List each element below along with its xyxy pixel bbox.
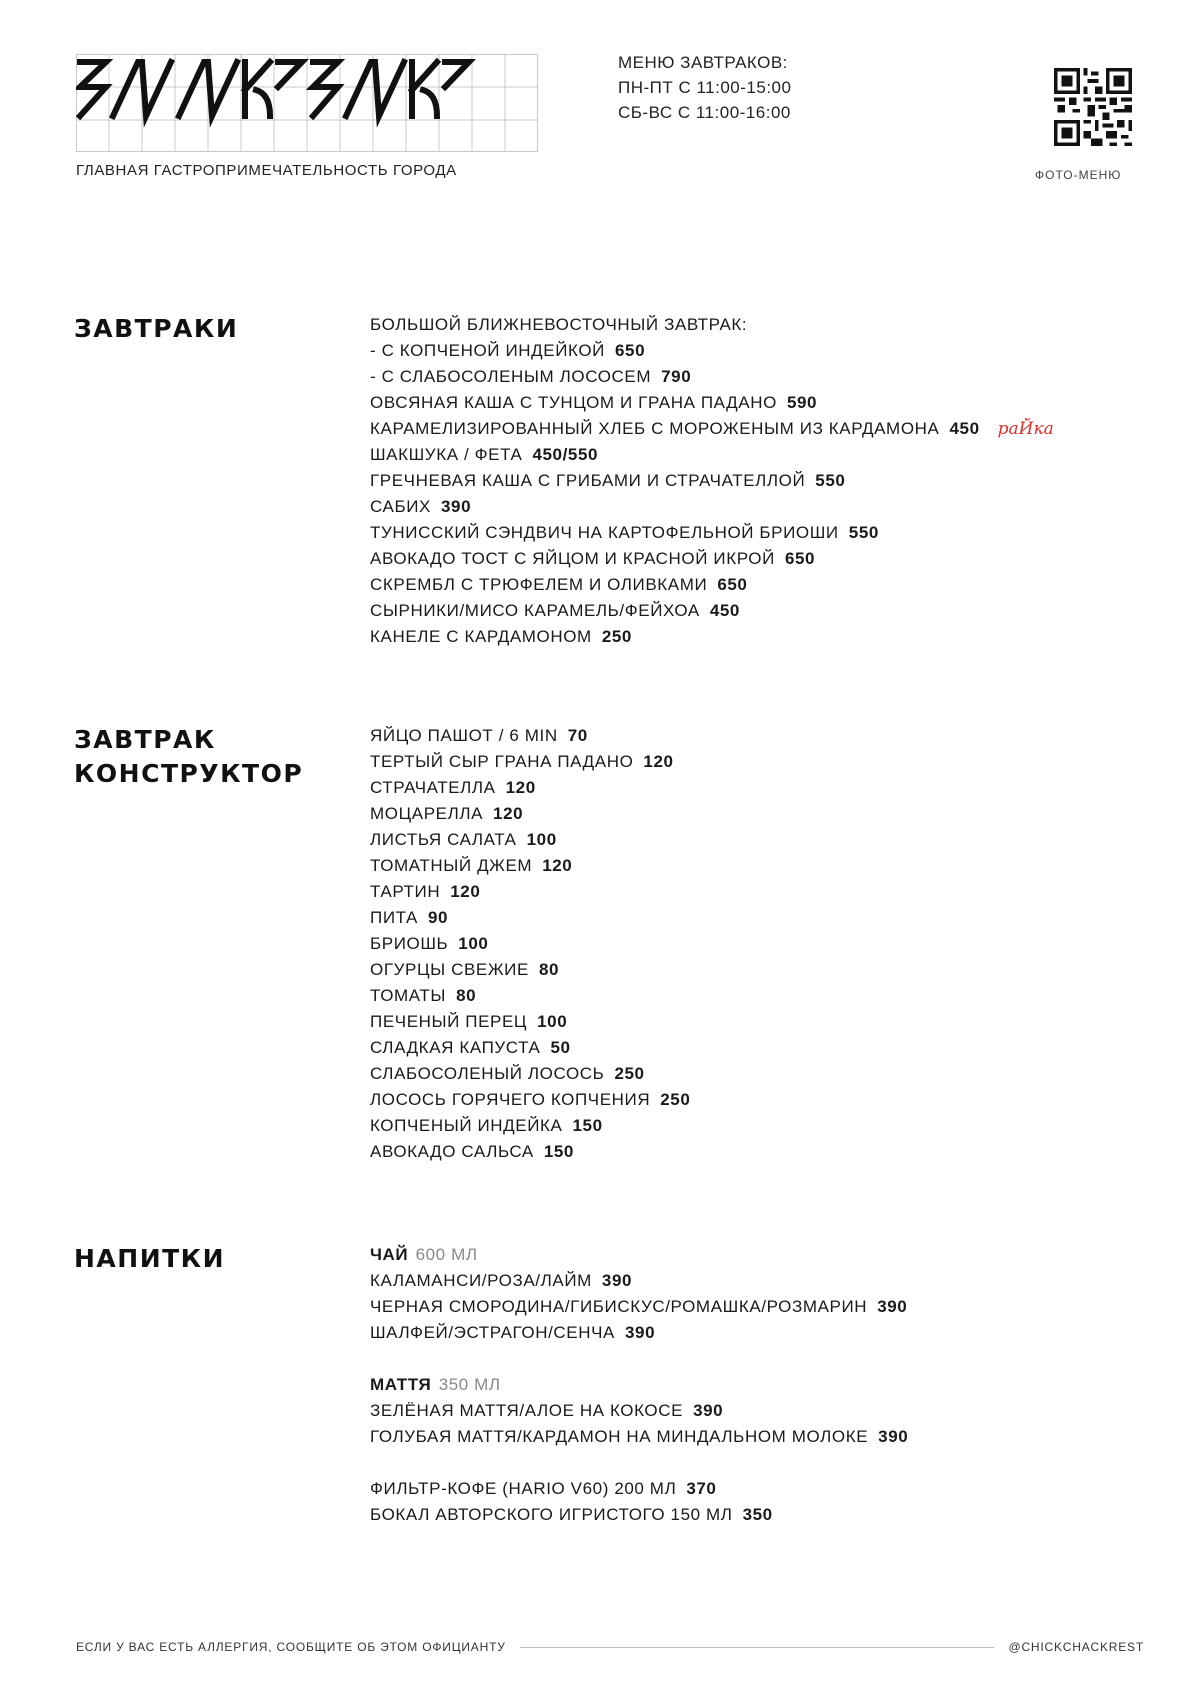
item-name: СЛАДКАЯ КАПУСТА xyxy=(370,1038,541,1057)
menu-item xyxy=(370,1035,690,1061)
item-price: 590 xyxy=(786,393,818,412)
item-price: 120 xyxy=(450,882,481,901)
section-title xyxy=(74,1242,225,1276)
item-price: 120 xyxy=(542,856,573,875)
item-name: КАРАМЕЛИЗИРОВАННЫЙ ХЛЕБ С МОРОЖЕНЫМ ИЗ КАРДАМОНА xyxy=(370,419,940,438)
menu-item xyxy=(370,879,690,905)
menu-item xyxy=(370,1087,690,1113)
item-name: АВОКАДО САЛЬСА xyxy=(370,1142,534,1161)
menu-item xyxy=(370,520,1054,546)
item-price: 550 xyxy=(815,471,846,490)
item-price: 150 xyxy=(543,1142,574,1161)
menu-item xyxy=(370,1476,908,1502)
section-title xyxy=(74,723,303,791)
menu-item xyxy=(370,1009,690,1035)
hours-weekdays: ПН-ПТ С 11:00-15:00 xyxy=(618,78,792,97)
item-name: ШАКШУКА / ФЕТА xyxy=(370,445,523,464)
menu-item xyxy=(370,905,690,931)
drink-group-header xyxy=(370,1372,908,1398)
hours-weekend: СБ-ВС С 11:00-16:00 xyxy=(618,103,791,122)
item-price: 50 xyxy=(550,1038,571,1057)
group-volume: 600 МЛ xyxy=(415,1245,478,1264)
section-title-line: ЗАВТРАК xyxy=(74,725,216,754)
item-price: 80 xyxy=(538,960,560,979)
menu-item xyxy=(370,1320,908,1346)
item-name: - С КОПЧЕНОЙ ИНДЕЙКОЙ xyxy=(370,341,605,360)
menu-item xyxy=(370,1061,690,1087)
item-price: 100 xyxy=(526,830,557,849)
item-price: 390 xyxy=(440,497,472,516)
item-name: ТАРТИН xyxy=(370,882,441,901)
item-name: - С СЛАБОСОЛЕНЫМ ЛОСОСЕМ xyxy=(370,367,652,386)
instagram-handle[interactable]: @CHICKCHACKREST xyxy=(1008,1640,1144,1654)
item-price: 120 xyxy=(493,804,524,823)
item-price: 370 xyxy=(686,1479,717,1498)
item-price: 450/550 xyxy=(532,445,599,464)
menu-item xyxy=(370,1424,908,1450)
item-price: 390 xyxy=(624,1323,656,1342)
item-price: 790 xyxy=(661,367,692,386)
item-price: 550 xyxy=(848,523,879,542)
menu-list xyxy=(370,312,1054,650)
item-price: 650 xyxy=(614,341,646,360)
menu-item xyxy=(370,1502,908,1528)
item-name: МОЦАРЕЛЛА xyxy=(370,804,484,823)
item-price: 100 xyxy=(537,1012,568,1031)
item-price: 100 xyxy=(458,934,489,953)
menu-item xyxy=(370,801,690,827)
item-price: 650 xyxy=(717,575,748,594)
item-price: 390 xyxy=(878,1427,909,1446)
item-name: ТУНИССКИЙ СЭНДВИЧ НА КАРТОФЕЛЬНОЙ БРИОШИ xyxy=(370,523,839,542)
menu-item xyxy=(370,624,1054,650)
item-name: САБИХ xyxy=(370,497,431,516)
menu-item xyxy=(370,957,690,983)
footer-divider xyxy=(520,1647,995,1648)
item-name: ГОЛУБАЯ МАТТЯ/КАРДАМОН НА МИНДАЛЬНОМ МОЛОКЕ xyxy=(370,1427,869,1446)
item-name: СЛАБОСОЛЕНЫЙ ЛОСОСЬ xyxy=(370,1064,605,1083)
item-price: 150 xyxy=(572,1116,603,1135)
raika-logo: раЙка xyxy=(997,419,1054,439)
hours-title: МЕНЮ ЗАВТРАКОВ: xyxy=(618,53,788,72)
qr-code[interactable] xyxy=(1054,68,1132,146)
item-name: БОЛЬШОЙ БЛИЖНЕВОСТОЧНЫЙ ЗАВТРАК: xyxy=(370,315,748,334)
item-price: 390 xyxy=(693,1401,724,1420)
menu-item xyxy=(370,468,1054,494)
menu-item xyxy=(370,1268,908,1294)
menu-item xyxy=(370,546,1054,572)
item-price: 250 xyxy=(614,1064,645,1083)
item-name: ЛОСОСЬ ГОРЯЧЕГО КОПЧЕНИЯ xyxy=(370,1090,651,1109)
item-price: 650 xyxy=(784,549,816,568)
menu-item xyxy=(370,749,690,775)
spacer xyxy=(370,1346,908,1372)
item-price: 250 xyxy=(660,1090,691,1109)
item-price: 120 xyxy=(643,752,674,771)
breakfast-hours xyxy=(618,50,791,125)
menu-list xyxy=(370,1242,908,1528)
menu-item xyxy=(370,312,1054,338)
menu-item xyxy=(370,1398,908,1424)
menu-item xyxy=(370,931,690,957)
item-name: ТОМАТЫ xyxy=(370,986,447,1005)
item-name: ФИЛЬТР-КОФЕ (HARIO V60) 200 МЛ xyxy=(370,1479,677,1498)
allergy-note: ЕСЛИ У ВАС ЕСТЬ АЛЛЕРГИЯ, СООБЩИТЕ ОБ ЭТОМ ОФИЦИАНТУ xyxy=(76,1640,506,1654)
item-name: АВОКАДО ТОСТ С ЯЙЦОМ И КРАСНОЙ ИКРОЙ xyxy=(370,549,775,568)
item-price: 450 xyxy=(949,419,980,438)
group-name: МАТТЯ xyxy=(370,1375,432,1394)
menu-item xyxy=(370,442,1054,468)
menu-item xyxy=(370,853,690,879)
item-name: ТОМАТНЫЙ ДЖЕМ xyxy=(370,856,533,875)
item-name: ОГУРЦЫ СВЕЖИЕ xyxy=(370,960,529,979)
menu-item xyxy=(370,723,690,749)
menu-item xyxy=(370,598,1054,624)
menu-item xyxy=(370,572,1054,598)
menu-item xyxy=(370,338,1054,364)
menu-item xyxy=(370,1113,690,1139)
item-name: ПЕЧЕНЫЙ ПЕРЕЦ xyxy=(370,1012,528,1031)
group-name: ЧАЙ xyxy=(370,1245,409,1264)
item-name: КАЛАМАНСИ/РОЗА/ЛАЙМ xyxy=(370,1271,592,1290)
menu-item xyxy=(370,983,690,1009)
item-name: ТЕРТЫЙ СЫР ГРАНА ПАДАНО xyxy=(370,752,634,771)
item-name: КАНЕЛЕ С КАРДАМОНОМ xyxy=(370,627,592,646)
item-name: БРИОШЬ xyxy=(370,934,449,953)
brand-logo xyxy=(76,54,538,152)
item-price: 80 xyxy=(456,986,477,1005)
menu-item xyxy=(370,494,1054,520)
menu-item xyxy=(370,827,690,853)
section-title xyxy=(74,312,238,346)
item-price: 120 xyxy=(505,778,536,797)
menu-list xyxy=(370,723,690,1165)
menu-item xyxy=(370,416,1054,442)
item-name: КОПЧЕНЫЙ ИНДЕЙКА xyxy=(370,1116,563,1135)
drink-group-header xyxy=(370,1242,908,1268)
menu-item xyxy=(370,1139,690,1165)
spacer xyxy=(370,1450,908,1476)
section-title-line: КОНСТРУКТОР xyxy=(74,759,304,788)
item-name: ОВСЯНАЯ КАША С ТУНЦОМ И ГРАНА ПАДАНО xyxy=(370,393,777,412)
item-name: СТРАЧАТЕЛЛА xyxy=(370,778,496,797)
item-price: 250 xyxy=(601,627,632,646)
item-name: ГРЕЧНЕВАЯ КАША С ГРИБАМИ И СТРАЧАТЕЛЛОЙ xyxy=(370,471,806,490)
menu-item xyxy=(370,775,690,801)
group-volume: 350 МЛ xyxy=(438,1375,501,1394)
menu-item xyxy=(370,390,1054,416)
item-name: СКРЕМБЛ С ТРЮФЕЛЕМ И ОЛИВКАМИ xyxy=(370,575,708,594)
item-name: ШАЛФЕЙ/ЭСТРАГОН/СЕНЧА xyxy=(370,1323,615,1342)
item-price: 390 xyxy=(601,1271,633,1290)
section-title-line: ЗАВТРАКИ xyxy=(74,314,239,343)
item-name: ЯЙЦО ПАШОТ / 6 MIN xyxy=(370,726,558,745)
item-price: 90 xyxy=(428,908,449,927)
footer xyxy=(76,1640,1144,1654)
item-name: ЛИСТЬЯ САЛАТА xyxy=(370,830,517,849)
item-name: ЧЕРНАЯ СМОРОДИНА/ГИБИСКУС/РОМАШКА/РОЗМАРИН xyxy=(370,1297,868,1316)
menu-item xyxy=(370,1294,908,1320)
item-price: 70 xyxy=(567,726,588,745)
tagline: ГЛАВНАЯ ГАСТРОПРИМЕЧАТЕЛЬНОСТЬ ГОРОДА xyxy=(76,162,457,179)
section-title-line: НАПИТКИ xyxy=(74,1244,226,1273)
item-price: 390 xyxy=(877,1297,908,1316)
menu-item xyxy=(370,364,1054,390)
item-name: ПИТА xyxy=(370,908,418,927)
qr-caption: ФОТО-МЕНЮ xyxy=(1035,168,1122,182)
item-name: БОКАЛ АВТОРСКОГО ИГРИСТОГО 150 МЛ xyxy=(370,1505,733,1524)
item-price: 350 xyxy=(742,1505,773,1524)
item-name: ЗЕЛЁНАЯ МАТТЯ/АЛОЕ НА КОКОСЕ xyxy=(370,1401,684,1420)
item-name: СЫРНИКИ/МИСО КАРАМЕЛЬ/ФЕЙХОА xyxy=(370,601,700,620)
item-price: 450 xyxy=(709,601,740,620)
